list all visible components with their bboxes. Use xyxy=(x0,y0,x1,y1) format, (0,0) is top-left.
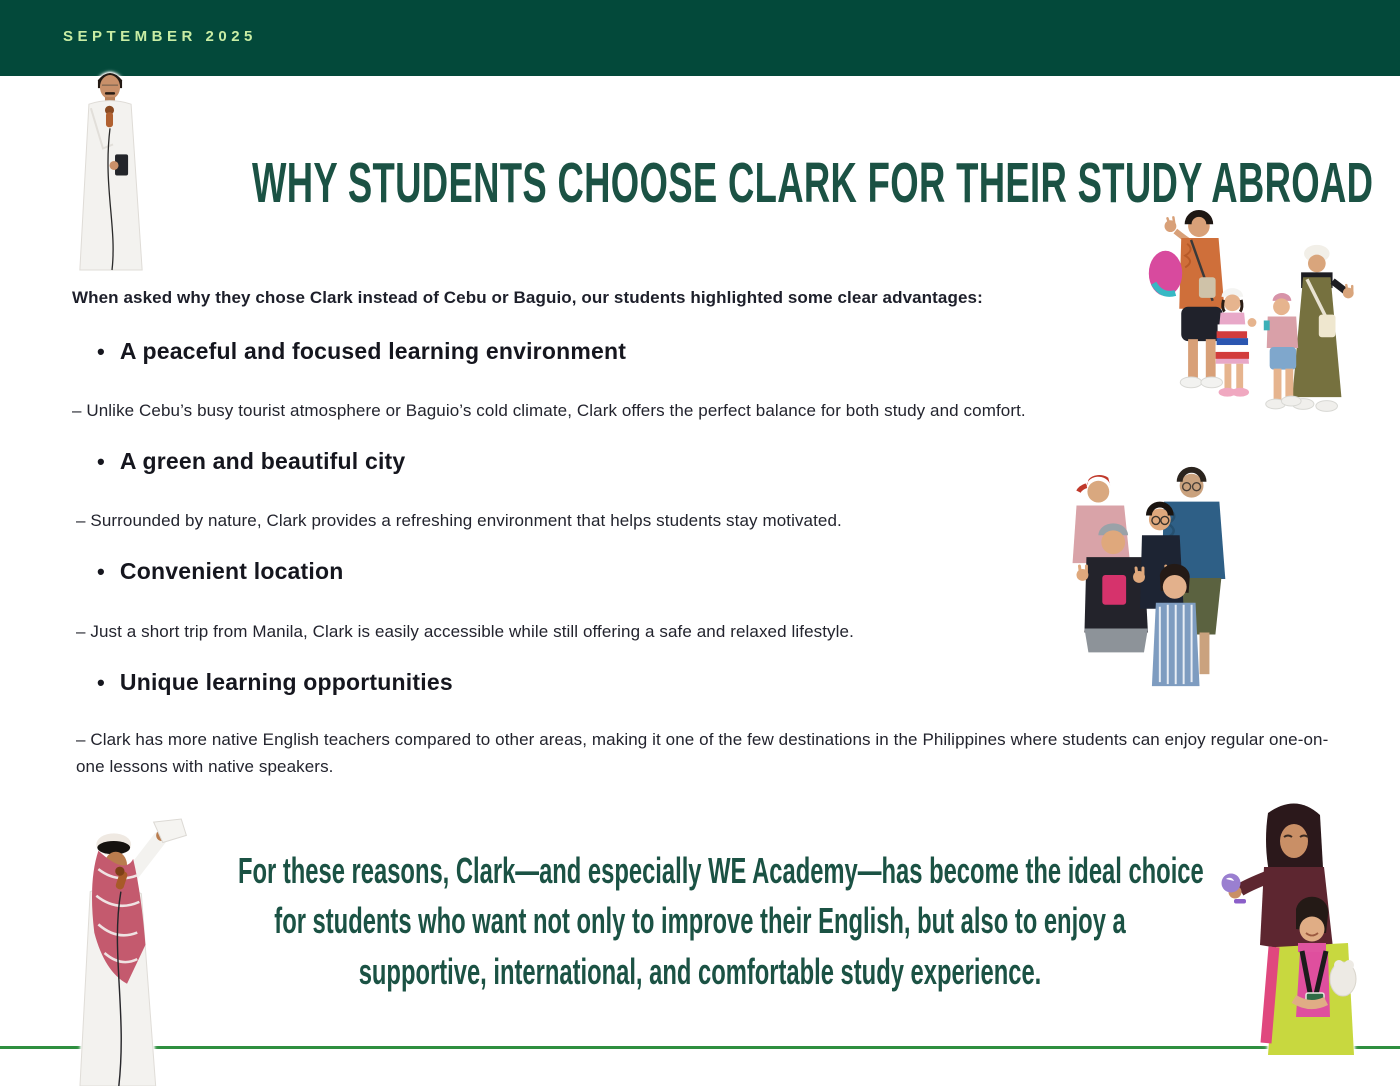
bullet-description-peaceful: – Unlike Cebu’s busy tourist atmosphere or Baguio’s cold climate, Clark offers the perfect balance for both study and comfort. xyxy=(72,401,1026,420)
page-title: WHY STUDENTS CHOOSE CLARK FOR THEIR STUDY ABROAD xyxy=(252,151,1374,215)
photo-families-top-right xyxy=(1138,202,1364,438)
closing-line: For these reasons, Clark—and especially WE Academy—has become the ideal choice xyxy=(237,850,1204,891)
date-label: SEPTEMBER 2025 xyxy=(63,28,257,45)
bullet-heading-green-city: • A green and beautiful city xyxy=(97,448,405,475)
photo-family-middle-right xyxy=(1040,448,1240,696)
closing-statement xyxy=(237,846,1204,997)
closing-line: for students who want not only to improve their English, but also to enjoy a xyxy=(274,900,1126,942)
bullet-description-learning: – Clark has more native English teachers compared to other areas, making it one of the few destinations in the Philippines where students can enjoy regular one-on-one lessons with native speakers. xyxy=(76,730,1329,777)
bullet-heading-learning: • Unique learning opportunities xyxy=(97,669,453,696)
photo-student-speaker-top xyxy=(62,66,158,272)
intro-text: When asked why they chose Clark instead of Cebu or Baguio, our students highlighted some clear advantages: xyxy=(72,288,983,307)
bullet-heading-location: • Convenient location xyxy=(97,558,344,585)
photo-mother-daughter-bottom-right xyxy=(1205,793,1367,1055)
closing-line: supportive, international, and comfortable study experience. xyxy=(358,950,1042,992)
footer-rule xyxy=(0,1046,1400,1049)
photo-speaker-keffiyeh-bottom xyxy=(58,818,194,1086)
bullet-heading-peaceful: • A peaceful and focused learning environment xyxy=(97,338,626,365)
bullet-description-location: – Just a short trip from Manila, Clark is easily accessible while still offering a safe and relaxed lifestyle. xyxy=(76,622,854,641)
bullet-description-green-city: – Surrounded by nature, Clark provides a refreshing environment that helps students stay motivated. xyxy=(76,511,842,530)
